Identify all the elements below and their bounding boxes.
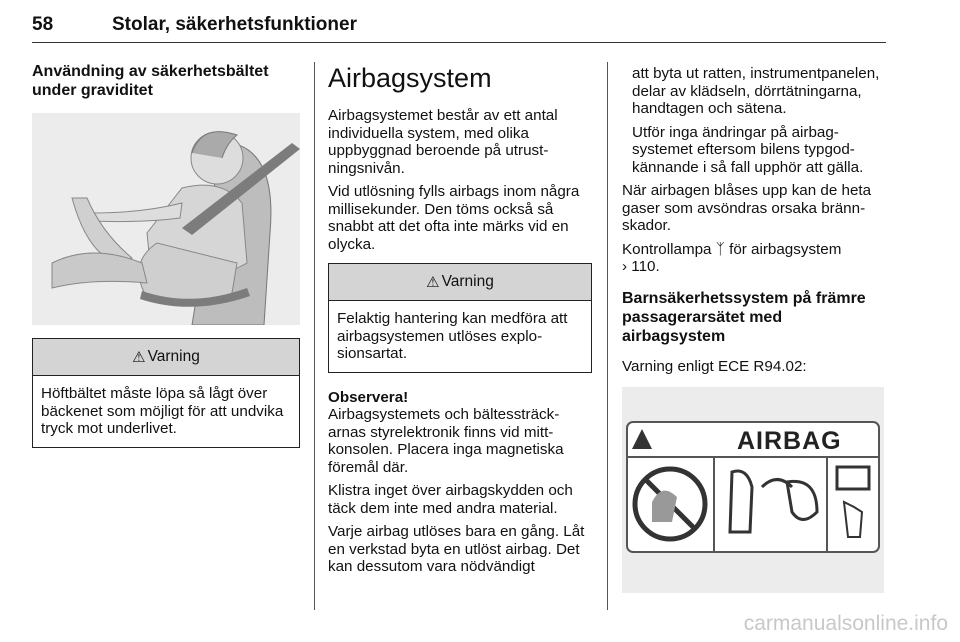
warning-title: Varning: [147, 348, 200, 365]
paragraph: Airbagsystemet består av ett antal individuella system, med olika uppbyggnad beroende på utrustningsnivån.: [328, 107, 558, 177]
airbag-label-title: AIRBAG: [737, 427, 842, 455]
warning-triangle-icon: ⚠: [426, 274, 440, 291]
paragraph: Klistra inget över airbagskydden och täck dem inte med andra material.: [328, 482, 573, 517]
paragraph-suffix: för airbagsystem: [729, 240, 842, 258]
paragraph: När airbagen blåses upp kan de heta gaser som avsöndras orsaka brännskador.: [622, 182, 872, 234]
page-number: 58: [32, 14, 54, 35]
paragraph: [622, 241, 888, 276]
warning-title: Varning: [441, 273, 494, 290]
warning-box: [32, 338, 300, 448]
column-divider: [314, 62, 315, 610]
paragraph: Varning enligt ECE R94.02:: [622, 357, 807, 375]
warning-box: [328, 263, 592, 373]
page-reference-icon: ›: [622, 258, 628, 275]
column-right: [622, 62, 888, 593]
airbag-warning-label-illustration: [622, 387, 884, 593]
column-divider: [607, 62, 608, 610]
warning-text: Felaktig hantering kan medföra att airbagsystemen utlöses explosionsartat.: [337, 310, 568, 362]
note-title: Observera!: [328, 388, 409, 406]
column-left: [32, 62, 300, 448]
section-heading: Barnsäkerhetssystem på främre passagerarsätet med airbagsystem: [622, 289, 866, 345]
note-text: Airbagsystemets och bältessträckarnas styrelektronik finns vid mittkonsolen. Placera inga magnetiska föremål där.: [328, 406, 564, 476]
warning-text: Höftbältet måste löpa så lågt över bäckenet som möjligt för att undvika tryck mot underlivet.: [41, 385, 284, 437]
warning-triangle-icon: ⚠: [132, 349, 146, 366]
watermark: carmanualsonline.info: [743, 612, 948, 635]
pregnant-seatbelt-illustration: [32, 113, 300, 325]
page-reference: 110.: [631, 258, 660, 275]
section-heading: Airbagsystem: [328, 63, 492, 93]
section-heading: Användning av säkerhetsbältet under graviditet: [32, 63, 269, 99]
paragraph: Vid utlösning fylls airbags inom några millisekunder. Den töms också så snabbt att det ofta inte märks vid en olycka.: [328, 183, 580, 253]
paragraph-prefix: Kontrollampa: [622, 240, 712, 258]
paragraph: Utför inga ändringar på airbagsystemet eftersom bilens typgodkännande i så fall upphör att gälla.: [632, 123, 864, 176]
column-middle: [328, 62, 592, 576]
paragraph: Varje airbag utlöses bara en gång. Låt en verkstad byta en utlöst airbag. Det kan dessutom vara nödvändigt: [328, 523, 585, 575]
chapter-title: Stolar, säkerhetsfunktioner: [112, 14, 357, 35]
airbag-indicator-icon: ᛉ: [715, 240, 725, 258]
paragraph: att byta ut ratten, instrumentpanelen, delar av klädseln, dörrtätningarna, handtagen och sätena.: [632, 65, 880, 117]
page-header: [32, 12, 886, 43]
